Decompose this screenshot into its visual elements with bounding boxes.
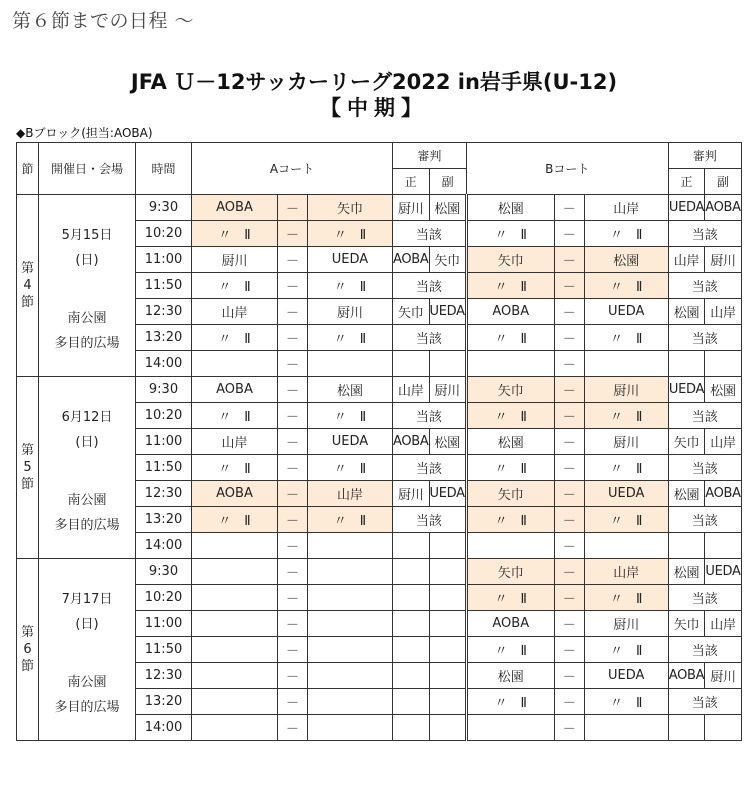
court-b-referee-main: 矢巾: [668, 429, 705, 455]
court-a-vs: －: [278, 299, 308, 325]
court-a-referee-main: [393, 611, 430, 637]
court-a-home-team: 〃 Ⅱ: [192, 455, 278, 481]
page-heading: 第６節までの日程 ～: [12, 10, 195, 32]
court-a-referee-sub: UEDA: [429, 299, 466, 325]
court-a-home-team: [192, 637, 278, 663]
court-b-home-team: [466, 715, 554, 741]
court-b-referee-main: 松園: [668, 559, 705, 585]
venue-area: 多目的広場: [54, 700, 120, 715]
court-a-vs: －: [278, 585, 308, 611]
court-b-referee-sub: 山岸: [705, 299, 742, 325]
court-b-away-team: 〃 Ⅱ: [584, 273, 668, 299]
court-a-referee-sub: 松園: [429, 429, 466, 455]
court-a-home-team: 〃 Ⅱ: [192, 403, 278, 429]
match-time: 9:30: [136, 377, 192, 403]
court-b-home-team: 〃 Ⅱ: [466, 507, 554, 533]
match-time: 12:30: [136, 299, 192, 325]
court-b-away-team: 〃 Ⅱ: [584, 455, 668, 481]
court-b-referee-merged: 当該: [668, 455, 741, 481]
court-b-away-team: [584, 351, 668, 377]
court-b-referee-main: 矢巾: [668, 611, 705, 637]
round-number: 第 4 節: [20, 261, 34, 310]
match-time: 10:20: [136, 403, 192, 429]
court-a-referee-main: AOBA: [393, 429, 430, 455]
match-time: 13:20: [136, 689, 192, 715]
block-label: ◆Bブロック(担当:AOBA): [16, 126, 153, 140]
header-referee-b: 審判: [668, 143, 741, 169]
court-a-home-team: [192, 663, 278, 689]
court-b-vs: －: [554, 247, 584, 273]
court-b-home-team: 〃 Ⅱ: [466, 403, 554, 429]
court-a-referee-sub: 厨川: [429, 377, 466, 403]
table-row: [17, 377, 742, 403]
court-b-referee-merged: 当該: [668, 403, 741, 429]
court-a-vs: －: [278, 351, 308, 377]
court-b-referee-sub: 山岸: [705, 611, 742, 637]
court-b-referee-main: [668, 351, 705, 377]
court-b-away-team: UEDA: [584, 481, 668, 507]
court-b-away-team: 厨川: [584, 429, 668, 455]
court-b-vs: －: [554, 611, 584, 637]
court-a-referee-sub: [429, 689, 466, 715]
court-a-vs: －: [278, 611, 308, 637]
court-a-vs: －: [278, 273, 308, 299]
round-label: [17, 195, 39, 377]
court-b-vs: －: [554, 403, 584, 429]
court-b-referee-merged: 当該: [668, 221, 741, 247]
court-a-away-team: 〃 Ⅱ: [308, 403, 393, 429]
court-a-referee-sub: [429, 611, 466, 637]
court-b-referee-merged: 当該: [668, 585, 741, 611]
venue-name: 南公園: [67, 311, 107, 326]
court-b-vs: －: [554, 325, 584, 351]
court-a-referee-main: 厨川: [393, 195, 430, 221]
court-b-referee-sub: AOBA: [705, 195, 742, 221]
court-b-home-team: 矢巾: [466, 559, 554, 585]
court-b-referee-merged: 当該: [668, 325, 741, 351]
court-b-vs: －: [554, 715, 584, 741]
court-b-vs: －: [554, 429, 584, 455]
court-a-referee-sub: [429, 351, 466, 377]
date-venue-cell: [39, 195, 136, 377]
venue-name: 南公園: [67, 675, 107, 690]
court-b-referee-main: 松園: [668, 481, 705, 507]
court-b-away-team: UEDA: [584, 299, 668, 325]
court-a-referee-main: 厨川: [393, 481, 430, 507]
court-b-referee-merged: 当該: [668, 689, 741, 715]
court-a-away-team: [308, 559, 393, 585]
match-time: 13:20: [136, 325, 192, 351]
court-a-away-team: 〃 Ⅱ: [308, 273, 393, 299]
match-time: 11:00: [136, 611, 192, 637]
court-a-vs: －: [278, 689, 308, 715]
round-label: [17, 377, 39, 559]
event-date: 7月17日: [61, 592, 113, 607]
court-a-referee-sub: 矢巾: [429, 247, 466, 273]
court-a-away-team: 厨川: [308, 299, 393, 325]
header-referee-b-main: 正: [668, 169, 705, 195]
header-time: 時間: [136, 143, 192, 195]
match-time: 12:30: [136, 481, 192, 507]
court-a-referee-sub: [429, 533, 466, 559]
court-a-referee-merged: 当該: [393, 507, 467, 533]
court-b-home-team: 松園: [466, 663, 554, 689]
court-a-home-team: AOBA: [192, 195, 278, 221]
match-time: 14:00: [136, 715, 192, 741]
court-a-home-team: [192, 559, 278, 585]
match-time: 10:20: [136, 585, 192, 611]
court-a-home-team: [192, 585, 278, 611]
court-b-vs: －: [554, 533, 584, 559]
header-court-b: Bコート: [466, 143, 668, 195]
court-b-referee-sub: [705, 533, 742, 559]
court-a-away-team: [308, 585, 393, 611]
court-a-away-team: [308, 351, 393, 377]
court-b-away-team: UEDA: [584, 663, 668, 689]
court-b-referee-sub: [705, 351, 742, 377]
court-b-away-team: 〃 Ⅱ: [584, 221, 668, 247]
court-a-referee-sub: [429, 559, 466, 585]
court-a-referee-sub: [429, 585, 466, 611]
court-b-away-team: [584, 715, 668, 741]
court-b-vs: －: [554, 689, 584, 715]
round-number: 第 5 節: [20, 443, 34, 492]
court-a-vs: －: [278, 637, 308, 663]
match-time: 11:00: [136, 429, 192, 455]
court-a-vs: －: [278, 507, 308, 533]
date-venue-cell: [39, 559, 136, 741]
court-b-vs: －: [554, 351, 584, 377]
court-a-home-team: 〃 Ⅱ: [192, 221, 278, 247]
court-a-referee-main: [393, 715, 430, 741]
court-a-referee-main: [393, 351, 430, 377]
court-b-referee-sub: [705, 715, 742, 741]
schedule-body: [17, 195, 742, 741]
court-b-referee-merged: 当該: [668, 637, 741, 663]
court-a-away-team: 矢巾: [308, 195, 393, 221]
court-a-referee-sub: UEDA: [429, 481, 466, 507]
event-day: (日): [75, 617, 99, 632]
court-a-referee-main: 矢巾: [393, 299, 430, 325]
court-b-vs: －: [554, 195, 584, 221]
court-b-away-team: 〃 Ⅱ: [584, 637, 668, 663]
court-b-away-team: [584, 533, 668, 559]
court-a-vs: －: [278, 429, 308, 455]
court-b-referee-main: 松園: [668, 299, 705, 325]
court-a-away-team: 山岸: [308, 481, 393, 507]
court-b-home-team: 矢巾: [466, 247, 554, 273]
court-a-referee-merged: 当該: [393, 403, 467, 429]
court-b-vs: －: [554, 585, 584, 611]
court-a-vs: －: [278, 481, 308, 507]
court-b-vs: －: [554, 221, 584, 247]
court-a-vs: －: [278, 325, 308, 351]
court-a-referee-sub: [429, 663, 466, 689]
court-b-referee-sub: 山岸: [705, 429, 742, 455]
court-b-referee-main: UEDA: [668, 195, 705, 221]
venue-area: 多目的広場: [54, 336, 120, 351]
court-a-away-team: 〃 Ⅱ: [308, 507, 393, 533]
court-a-home-team: 厨川: [192, 247, 278, 273]
court-a-vs: －: [278, 195, 308, 221]
table-row: [17, 195, 742, 221]
table-row: [17, 559, 742, 585]
court-a-away-team: 〃 Ⅱ: [308, 325, 393, 351]
match-time: 14:00: [136, 351, 192, 377]
court-b-home-team: 松園: [466, 195, 554, 221]
court-b-away-team: 〃 Ⅱ: [584, 689, 668, 715]
court-b-home-team: [466, 533, 554, 559]
court-a-home-team: 山岸: [192, 299, 278, 325]
court-b-referee-merged: 当該: [668, 273, 741, 299]
event-date: 6月12日: [61, 410, 113, 425]
court-b-away-team: 山岸: [584, 559, 668, 585]
court-a-referee-main: [393, 533, 430, 559]
court-a-away-team: UEDA: [308, 247, 393, 273]
court-a-vs: －: [278, 221, 308, 247]
header-referee-b-sub: 副: [705, 169, 742, 195]
court-b-referee-sub: 松園: [705, 377, 742, 403]
court-a-vs: －: [278, 403, 308, 429]
court-b-home-team: 〃 Ⅱ: [466, 689, 554, 715]
court-a-away-team: [308, 663, 393, 689]
court-b-vs: －: [554, 507, 584, 533]
round-label: [17, 559, 39, 741]
court-b-home-team: 〃 Ⅱ: [466, 221, 554, 247]
court-b-vs: －: [554, 273, 584, 299]
court-a-away-team: [308, 715, 393, 741]
court-b-vs: －: [554, 377, 584, 403]
match-time: 11:00: [136, 247, 192, 273]
court-b-vs: －: [554, 299, 584, 325]
court-a-vs: －: [278, 455, 308, 481]
court-a-home-team: [192, 611, 278, 637]
court-a-home-team: [192, 689, 278, 715]
header-referee-a: 審判: [393, 143, 467, 169]
court-b-away-team: 厨川: [584, 611, 668, 637]
court-a-referee-main: [393, 559, 430, 585]
court-a-away-team: 〃 Ⅱ: [308, 221, 393, 247]
court-b-home-team: [466, 351, 554, 377]
court-a-home-team: 〃 Ⅱ: [192, 273, 278, 299]
court-b-referee-main: [668, 715, 705, 741]
match-time: 9:30: [136, 559, 192, 585]
court-a-referee-sub: [429, 715, 466, 741]
schedule-table: [16, 142, 742, 741]
court-a-referee-sub: [429, 637, 466, 663]
court-a-home-team: AOBA: [192, 377, 278, 403]
court-b-away-team: 〃 Ⅱ: [584, 325, 668, 351]
court-a-home-team: 〃 Ⅱ: [192, 507, 278, 533]
match-time: 12:30: [136, 663, 192, 689]
court-b-referee-merged: 当該: [668, 507, 741, 533]
court-a-referee-main: [393, 637, 430, 663]
court-a-home-team: AOBA: [192, 481, 278, 507]
match-time: 11:50: [136, 273, 192, 299]
court-a-referee-main: 山岸: [393, 377, 430, 403]
court-a-referee-main: [393, 663, 430, 689]
court-a-away-team: 松園: [308, 377, 393, 403]
court-b-referee-sub: UEDA: [705, 559, 742, 585]
court-b-away-team: 松園: [584, 247, 668, 273]
header-court-a: Aコート: [192, 143, 393, 195]
court-a-referee-main: [393, 585, 430, 611]
match-time: 11:50: [136, 637, 192, 663]
schedule-title: JFA Ｕ－12サッカーリーグ2022 in岩手県(U-12): [130, 70, 618, 94]
court-a-vs: －: [278, 715, 308, 741]
venue-name: 南公園: [67, 493, 107, 508]
court-a-vs: －: [278, 247, 308, 273]
court-a-referee-merged: 当該: [393, 325, 467, 351]
court-b-referee-main: 山岸: [668, 247, 705, 273]
court-a-home-team: [192, 715, 278, 741]
court-b-vs: －: [554, 481, 584, 507]
court-b-home-team: 〃 Ⅱ: [466, 585, 554, 611]
header-setsu: 節: [17, 143, 39, 195]
court-b-away-team: 〃 Ⅱ: [584, 507, 668, 533]
match-time: 10:20: [136, 221, 192, 247]
court-a-vs: －: [278, 533, 308, 559]
header-referee-a-sub: 副: [429, 169, 466, 195]
court-a-away-team: UEDA: [308, 429, 393, 455]
court-a-away-team: [308, 533, 393, 559]
match-time: 13:20: [136, 507, 192, 533]
court-b-vs: －: [554, 637, 584, 663]
court-b-home-team: 矢巾: [466, 481, 554, 507]
event-day: (日): [75, 253, 99, 268]
event-date: 5月15日: [61, 228, 113, 243]
court-b-referee-main: AOBA: [668, 663, 705, 689]
court-b-referee-main: [668, 533, 705, 559]
court-b-home-team: AOBA: [466, 299, 554, 325]
court-a-home-team: 山岸: [192, 429, 278, 455]
court-a-referee-main: [393, 689, 430, 715]
court-b-vs: －: [554, 455, 584, 481]
court-a-away-team: 〃 Ⅱ: [308, 455, 393, 481]
court-b-home-team: 〃 Ⅱ: [466, 637, 554, 663]
court-b-home-team: AOBA: [466, 611, 554, 637]
court-b-vs: －: [554, 663, 584, 689]
court-a-away-team: [308, 637, 393, 663]
court-b-home-team: 松園: [466, 429, 554, 455]
court-b-home-team: 〃 Ⅱ: [466, 325, 554, 351]
court-b-away-team: 山岸: [584, 195, 668, 221]
court-a-referee-main: AOBA: [393, 247, 430, 273]
court-b-referee-main: UEDA: [668, 377, 705, 403]
court-a-vs: －: [278, 559, 308, 585]
court-a-referee-merged: 当該: [393, 455, 467, 481]
header-date-venue: 開催日・会場: [39, 143, 136, 195]
court-a-home-team: 〃 Ⅱ: [192, 325, 278, 351]
court-b-home-team: 〃 Ⅱ: [466, 455, 554, 481]
court-a-home-team: [192, 533, 278, 559]
event-day: (日): [75, 435, 99, 450]
court-b-away-team: 〃 Ⅱ: [584, 585, 668, 611]
header-referee-a-main: 正: [393, 169, 430, 195]
court-a-away-team: [308, 689, 393, 715]
court-b-referee-sub: 厨川: [705, 247, 742, 273]
court-b-referee-sub: AOBA: [705, 481, 742, 507]
court-b-home-team: 矢巾: [466, 377, 554, 403]
court-a-referee-sub: 松園: [429, 195, 466, 221]
court-b-home-team: 〃 Ⅱ: [466, 273, 554, 299]
court-a-referee-merged: 当該: [393, 273, 467, 299]
match-time: 14:00: [136, 533, 192, 559]
match-time: 11:50: [136, 455, 192, 481]
venue-area: 多目的広場: [54, 518, 120, 533]
court-a-referee-merged: 当該: [393, 221, 467, 247]
court-b-vs: －: [554, 559, 584, 585]
court-b-away-team: 〃 Ⅱ: [584, 403, 668, 429]
match-time: 9:30: [136, 195, 192, 221]
court-a-vs: －: [278, 663, 308, 689]
schedule-subtitle: 【中期】: [320, 96, 428, 120]
court-a-home-team: [192, 351, 278, 377]
court-a-vs: －: [278, 377, 308, 403]
round-number: 第 6 節: [20, 625, 34, 674]
court-b-referee-sub: 厨川: [705, 663, 742, 689]
court-a-away-team: [308, 611, 393, 637]
court-b-away-team: 厨川: [584, 377, 668, 403]
date-venue-cell: [39, 377, 136, 559]
